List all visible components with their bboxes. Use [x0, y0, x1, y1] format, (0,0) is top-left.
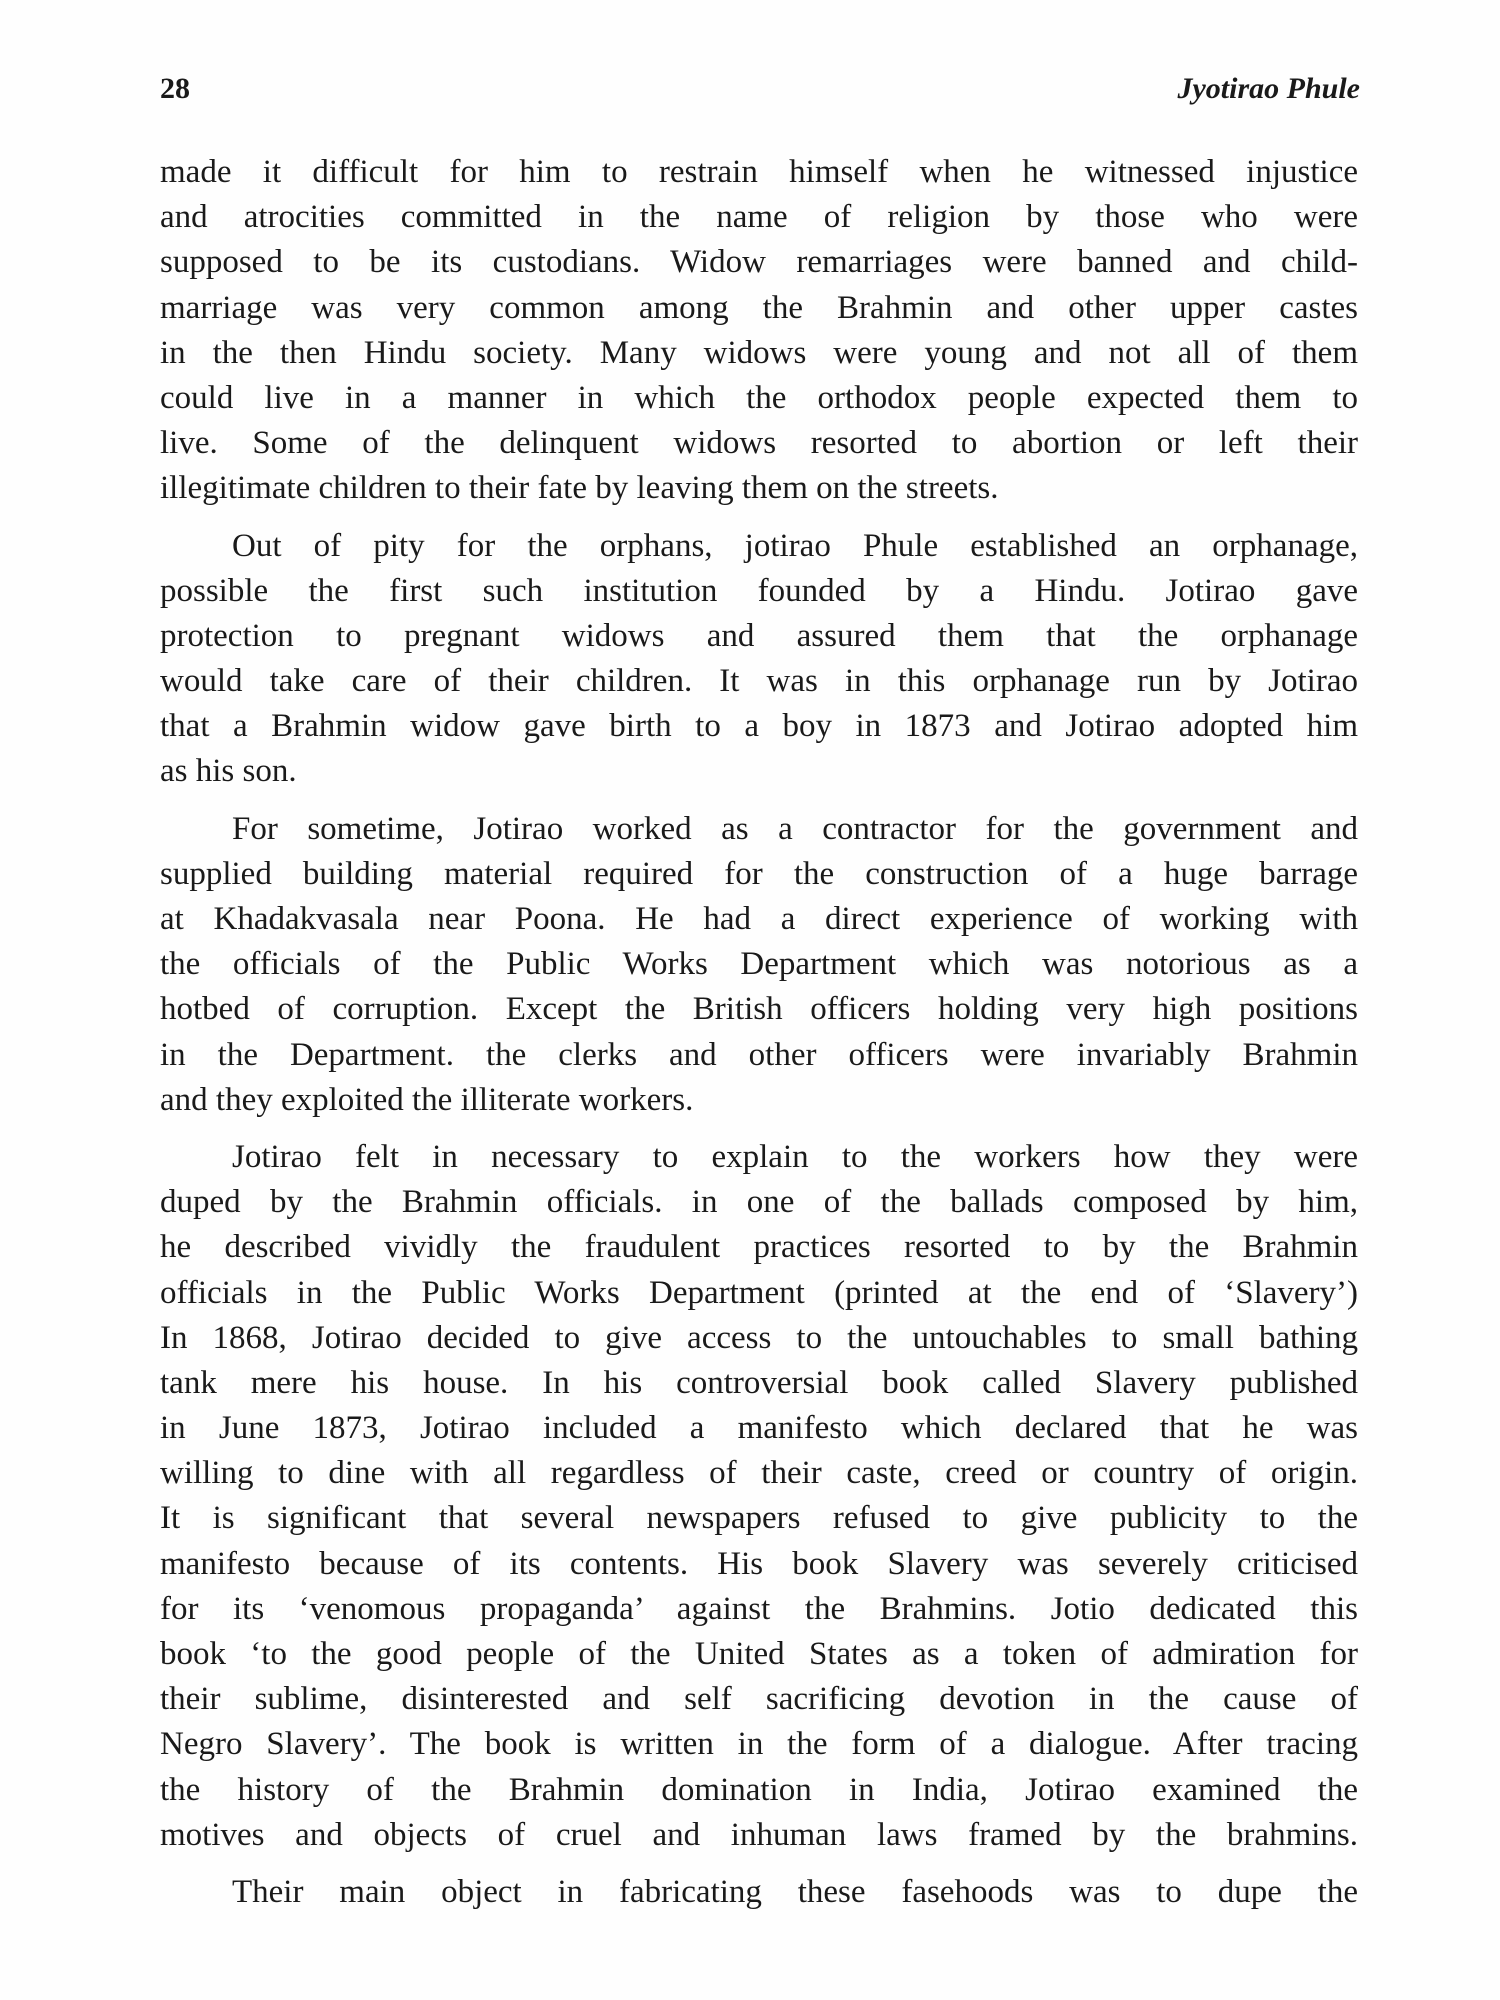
- text-line: would take care of their children. It was in this orphanage run by Jotirao: [160, 663, 1358, 700]
- text-line: made it difficult for him to restrain himself when he witnessed injustice: [160, 154, 1358, 190]
- text-line: book ‘to the good people of the United States as a token of admiration for: [160, 1636, 1358, 1672]
- text-line: Jotirao felt in necessary to explain to the workers how they were: [232, 1138, 1358, 1175]
- paragraph-4: [160, 1135, 1358, 1858]
- text-line: manifesto because of its contents. His book Slavery was severely criticised: [160, 1545, 1358, 1582]
- running-head: [160, 72, 1360, 112]
- text-line: marriage was very common among the Brahmin and other upper castes: [160, 289, 1358, 326]
- text-line: officials in the Public Works Department (printed at the end of ‘Slavery’): [160, 1274, 1358, 1311]
- running-title: Jyotirao Phule: [1177, 72, 1360, 105]
- page-number: 28: [160, 72, 190, 105]
- text-line: at Khadakvasala near Poona. He had a direct experience of working with: [160, 901, 1358, 937]
- text-line: Their main object in fabricating these fasehoods was to dupe the: [232, 1873, 1358, 1910]
- paragraph-3: [160, 807, 1358, 1123]
- text-line: supplied building material required for the construction of a huge barrage: [160, 855, 1358, 892]
- text-line: live. Some of the delinquent widows resorted to abortion or left their: [160, 425, 1358, 462]
- text-line: for its ‘venomous propaganda’ against the Brahmins. Jotio dedicated this: [160, 1590, 1358, 1627]
- text-line: possible the first such institution founded by a Hindu. Jotirao gave: [160, 572, 1358, 609]
- text-line: illegitimate children to their fate by leaving them on the streets.: [160, 470, 999, 507]
- text-line: their sublime, disinterested and self sacrificing devotion in the cause of: [160, 1681, 1358, 1718]
- text-line: the history of the Brahmin domination in India, Jotirao examined the: [160, 1771, 1358, 1808]
- text-line: willing to dine with all regardless of their caste, creed or country of origin.: [160, 1455, 1358, 1492]
- body-text: [160, 150, 1358, 1915]
- text-line: in June 1873, Jotirao included a manifesto which declared that he was: [160, 1410, 1358, 1447]
- text-line: he described vividly the fraudulent practices resorted to by the Brahmin: [160, 1229, 1358, 1266]
- text-line: It is significant that several newspapers refused to give publicity to the: [160, 1500, 1358, 1537]
- text-line: tank mere his house. In his controversial book called Slavery published: [160, 1364, 1358, 1401]
- text-line: in the Department. the clerks and other officers were invariably Brahmin: [160, 1036, 1358, 1073]
- text-line: could live in a manner in which the orthodox people expected them to: [160, 379, 1358, 416]
- text-line: and they exploited the illiterate workers.: [160, 1081, 694, 1118]
- text-line: For sometime, Jotirao worked as a contractor for the government and: [232, 810, 1358, 847]
- text-line: the officials of the Public Works Department which was notorious as a: [160, 946, 1358, 983]
- text-line: duped by the Brahmin officials. in one of the ballads composed by him,: [160, 1184, 1358, 1221]
- text-line: that a Brahmin widow gave birth to a boy in 1873 and Jotirao adopted him: [160, 708, 1358, 745]
- text-line: hotbed of corruption. Except the British officers holding very high positions: [160, 991, 1358, 1028]
- paragraph-5: [160, 1870, 1358, 1915]
- text-line: Negro Slavery’. The book is written in the form of a dialogue. After tracing: [160, 1726, 1358, 1763]
- text-line: motives and objects of cruel and inhuman laws framed by the brahmins.: [160, 1816, 1358, 1853]
- paragraph-2: [160, 524, 1358, 795]
- text-line: protection to pregnant widows and assured them that the orphanage: [160, 617, 1358, 654]
- text-line: supposed to be its custodians. Widow remarriages were banned and child-: [160, 244, 1358, 281]
- text-line: in the then Hindu society. Many widows were young and not all of them: [160, 334, 1358, 371]
- text-line: Out of pity for the orphans, jotirao Phule established an orphanage,: [232, 527, 1358, 564]
- paragraph-1: [160, 150, 1358, 512]
- text-line: as his son.: [160, 753, 297, 790]
- text-line: and atrocities committed in the name of religion by those who were: [160, 199, 1358, 236]
- text-line: In 1868, Jotirao decided to give access to the untouchables to small bathing: [160, 1319, 1358, 1356]
